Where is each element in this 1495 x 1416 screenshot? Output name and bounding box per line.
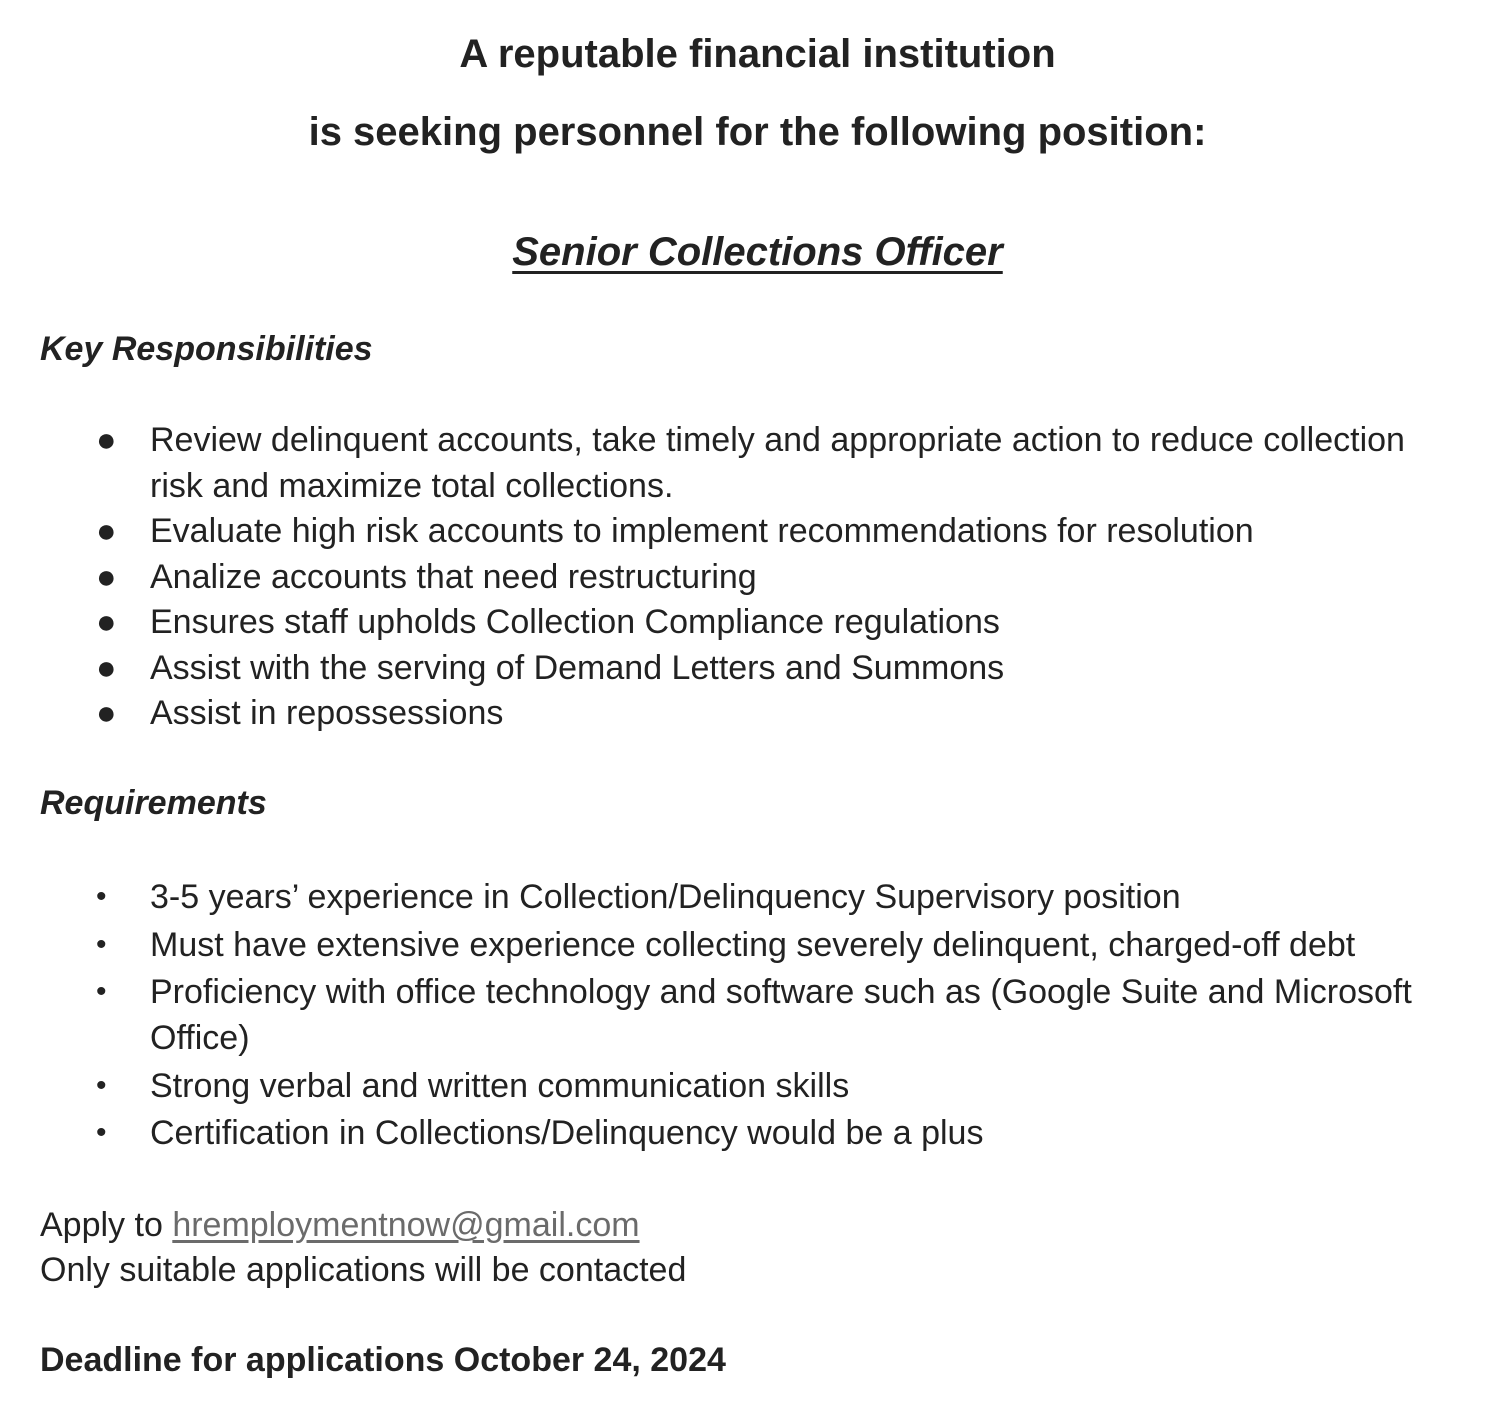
bullet-icon: ● [96, 603, 117, 641]
list-item [0, 922, 1470, 968]
list-item-text: Assist in repossessions [150, 694, 504, 732]
list-item-text: Certification in Collections/Delinquency would be a plus [150, 1114, 984, 1152]
apply-line [40, 1203, 640, 1248]
list-item-text: Review delinquent accounts, take timely and appropriate action to reduce collection risk and maximize total collections. [150, 421, 1405, 505]
application-note: Only suitable applications will be contacted [40, 1251, 687, 1289]
list-item [0, 600, 1460, 646]
position-title: Senior Collections Officer [512, 230, 1003, 274]
bullet-icon: ● [96, 694, 117, 732]
header-line-2: is seeking personnel for the following position: [308, 110, 1207, 154]
apply-prefix: Apply to [40, 1206, 173, 1244]
list-item-text: Ensures staff upholds Collection Compliance regulations [150, 603, 1000, 641]
list-item-text: Must have extensive experience collecting severely delinquent, charged-off debt [150, 925, 1356, 964]
responsibilities-heading: Key Responsibilities [40, 330, 373, 368]
bullet-icon: • [96, 1116, 107, 1149]
bullet-icon: ● [96, 421, 117, 459]
bullet-icon: ● [96, 648, 117, 687]
list-item-text: Proficiency with office technology and software such as (Google Suite and Microsoft Office) [150, 973, 1412, 1057]
bullet-icon: ● [96, 512, 117, 550]
header-line-1: A reputable financial institution [459, 32, 1056, 76]
list-item-text: Evaluate high risk accounts to implement recommendations for resolution [150, 512, 1254, 550]
list-item [0, 418, 1460, 509]
bullet-icon: ● [96, 557, 117, 596]
responsibilities-list [0, 418, 1480, 737]
requirements-list [0, 874, 1480, 1158]
bullet-icon: • [96, 880, 107, 913]
list-item-text: 3-5 years’ experience in Collection/Delinquency Supervisory position [150, 878, 1181, 916]
list-item-text: Assist with the serving of Demand Letters and Summons [150, 648, 1005, 687]
deadline-text: Deadline for applications October 24, 2024 [40, 1341, 726, 1379]
list-item [0, 969, 1470, 1061]
list-item [0, 1110, 1470, 1156]
list-item [0, 1063, 1470, 1109]
email-link[interactable]: hremploymentnow@gmail.com [172, 1206, 640, 1244]
requirements-heading: Requirements [40, 784, 267, 822]
list-item [0, 555, 1460, 601]
list-item-text: Analize accounts that need restructuring [150, 557, 757, 596]
list-item [0, 874, 1470, 920]
bullet-icon: • [96, 1068, 107, 1102]
bullet-icon: • [96, 927, 107, 961]
list-item [0, 509, 1460, 555]
list-item-text: Strong verbal and written communication skills [150, 1066, 850, 1105]
list-item [0, 646, 1460, 692]
list-item [0, 691, 1460, 737]
bullet-icon: • [96, 975, 107, 1008]
